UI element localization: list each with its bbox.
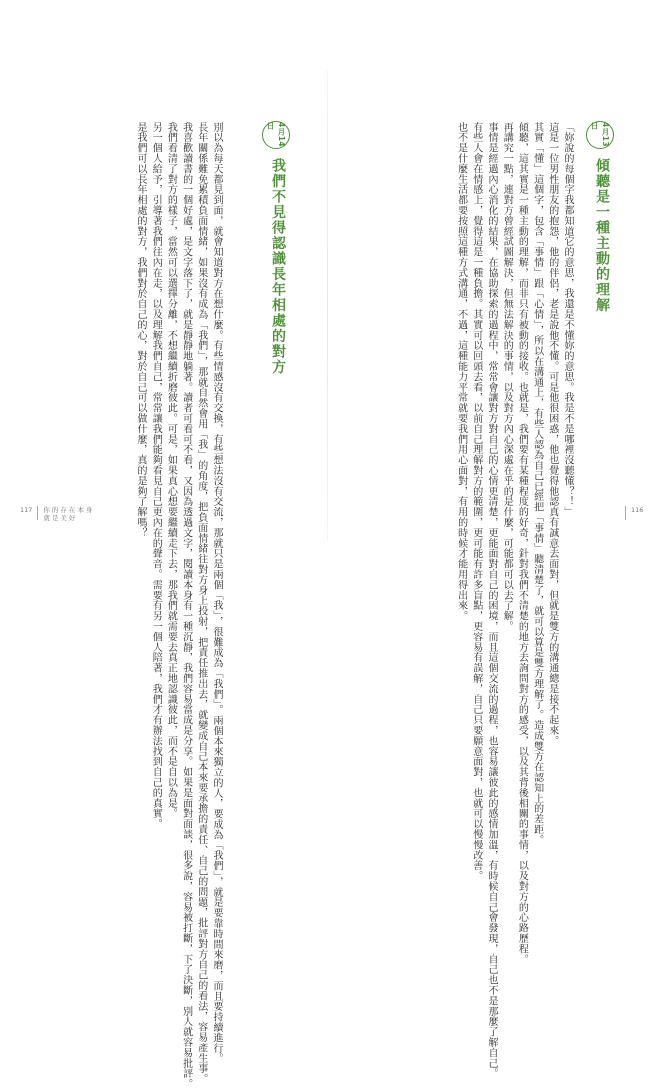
book-title <box>43 506 94 522</box>
paragraph: 別以為每天都見到面，就會知道對方在想什麼。有些情感沒有交換，有些想法沒有交流，那就只是兩個「我」，很難成為「我們」。兩個本來獨立的人，要成為「我們」，就是要靠時間來磨，而且要持續進行。 <box>211 122 222 1064</box>
date-badge: 4月13日 <box>586 121 614 149</box>
paragraph: 也不是什麼生活都要按照這種方式溝通，不過，這種能力平常就要我們用心面對，有用的時候才能用得出來。 <box>455 122 467 622</box>
paragraph: 再講究一點，連對方曾經試圖解決，但無法解決的事情，以及對方內心深處在乎的是什麼，可能都可以去了解。 <box>501 122 513 632</box>
paragraph: 另一個人給予，引導著我們往內在走，以及理解我們自己，常常讓我們能夠看見自己更內在的聲音。需要有另一個人陪著，我們才有辦法找到自己的真實。 <box>150 122 162 830</box>
date-badge: 4月14日 <box>262 121 290 149</box>
page-footer <box>20 506 94 522</box>
chapter-title: 我們不見得認識長年相處的對方 <box>270 158 286 375</box>
book-title-line1: 你的存在本身 <box>43 506 95 514</box>
paragraph: 是我們可以長年相處的對方，我們對於自己的心，對於自己可以做什麼，真的是夠了解嗎？ <box>134 122 146 538</box>
paragraph: 其實「懂」這個字，包含「事情」跟「心情」，所以在溝通上，有些人認為自己已經把「事情」聽清楚了，就可以算是雙方理解了。造成雙方在認知上的差距。 <box>531 122 543 845</box>
chapter-title: 傾聽是一種主動的理解 <box>594 158 610 313</box>
page-footer <box>620 506 643 520</box>
paragraph: 長年關係難免累積負面情緒，如果沒有成為「我們」，那就自然會用「我」的角度，把負面情緒往對方身上投射，把責任推出去，就變成自己本來要承擔的責任、自己的問題，批評對方自己的看法，容易產生事。 <box>195 122 207 1085</box>
paragraph: 傾聽，這其實是一種主動的理解，而非只有被動的接收。也就是，我們要有某種程度的好奇，針對我們不清楚的地方去詢問對方的感受，以及其背後相關的事情，以及對方的心路歷程。 <box>516 122 528 965</box>
footer-divider <box>37 506 38 520</box>
left-page <box>0 0 327 1089</box>
paragraph: 我們看清了對方的樣子，當然可以選擇分離，不想繼續折磨彼此。可是，如果真心想要繼續走下去，那我們就需要去真正地認識彼此，而不是自以為是。 <box>165 122 177 819</box>
book-title-line2: 就是美好 <box>43 514 78 522</box>
right-page <box>328 0 655 1079</box>
paragraph: 我喜歡讀書的一個好處，是文字落下了，就是靜靜地躺著。讀者可看可不看，又因為透過文字，閱讀本身有一種沉靜，我們容易當成是分享。如果是面對面談，很多說，容易被打斷，下了決斷，別人就容易批評。 <box>180 122 192 1089</box>
paragraph: 「妳說的每個字我都知道它的意思，我還是不懂妳的意思。我是不是哪裡沒聽懂？！」 <box>562 122 573 518</box>
footer-divider <box>625 506 626 520</box>
paragraph: 事情是經過內心消化的結果，在協助探索的過程中，常常會讓對方對自己的心情更清楚，更能面對自己的困境，而且這個交流的過程，也容易讓彼此的感情加溫，有時候自己會發現，自己也不是那麼了解自己。 <box>485 122 497 1079</box>
paragraph: 有些人會在情感上，覺得這是一種負擔。其實可以回頭去看，以前自己理解對方的範圍，更可能有許多盲點，更容易有誤解，自己只要願意面對，也就可以慢慢改善。 <box>470 122 482 882</box>
page-number: 117 <box>20 506 33 514</box>
paragraph: 這是一位男性朋友的抱怨，他的伴侶，老是說他不懂。可是他很困惑，他也覺得他認真有誠意去面對，但就是雙方的溝通總是接不起來。 <box>546 122 558 746</box>
page-number: 116 <box>631 506 644 514</box>
right-body-text <box>385 122 575 1079</box>
